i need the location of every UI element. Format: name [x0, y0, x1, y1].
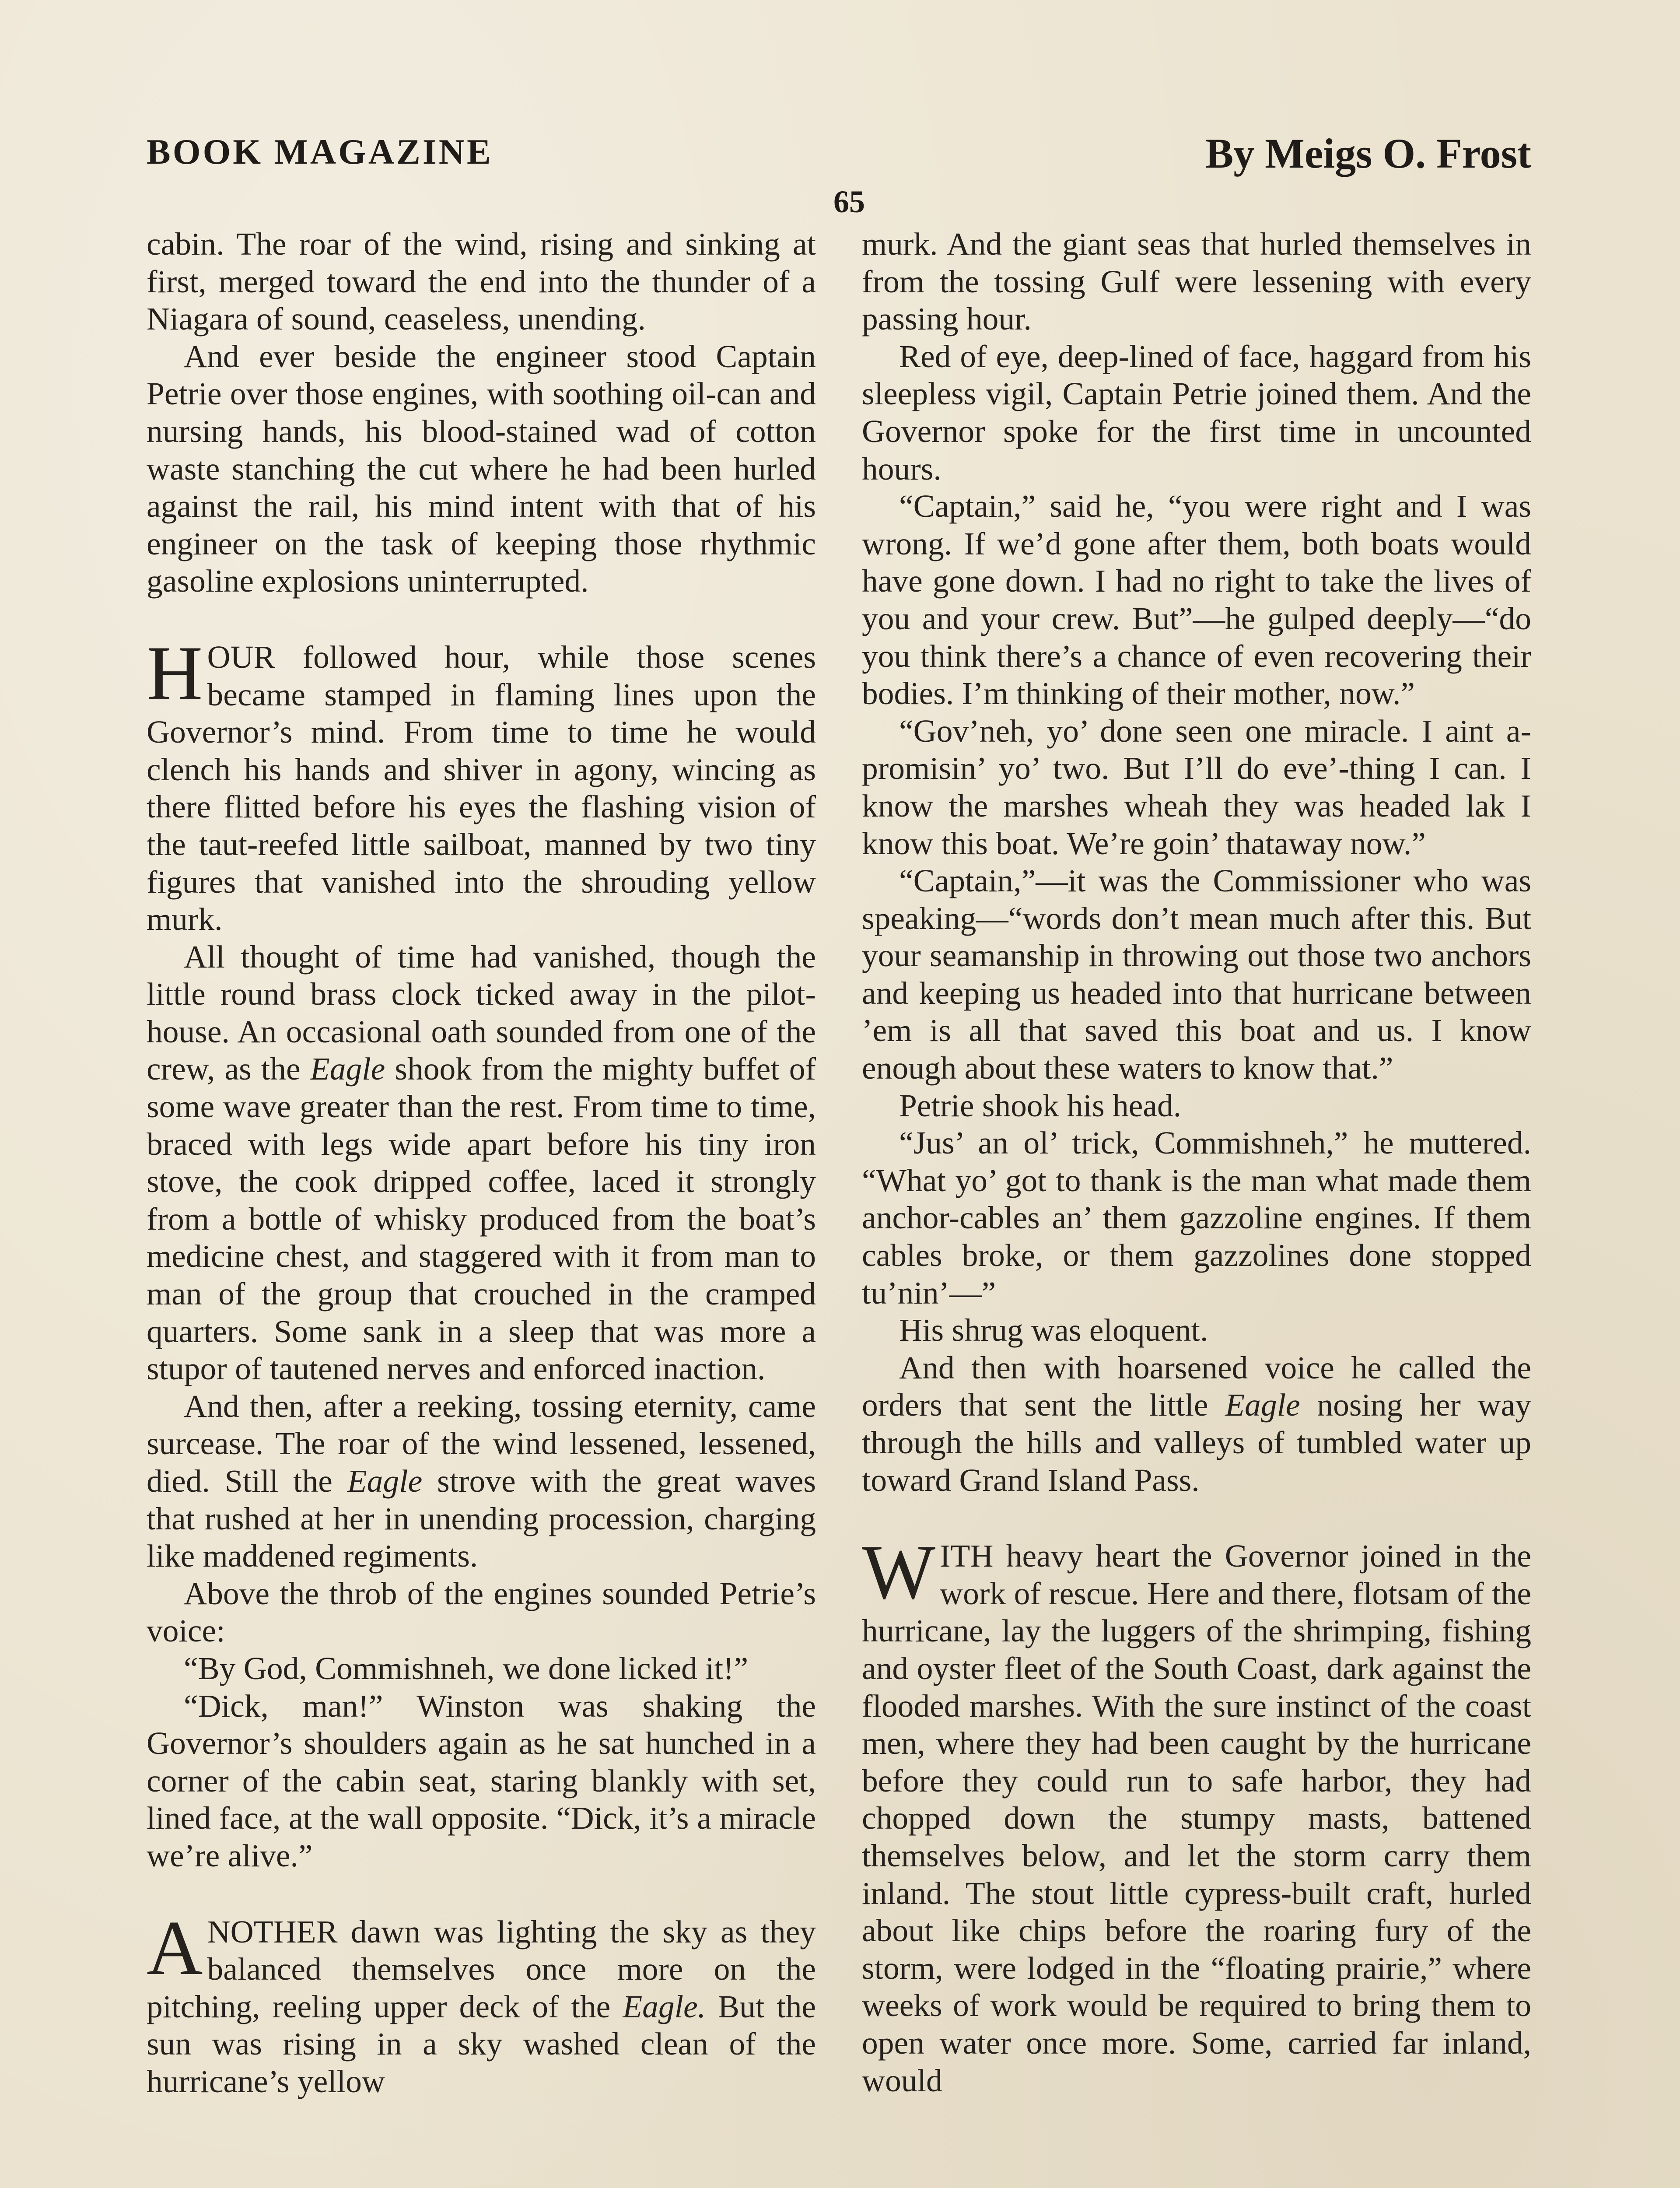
section-paragraph: [862, 1529, 1531, 2099]
drop-cap: H: [147, 629, 203, 716]
paragraph-text: And then with hoarsened voice he called the orders that sent the little: [862, 1350, 1531, 1423]
right-column: [862, 225, 1531, 2099]
paragraph-text: ITH heavy heart the Governor joined in the work of rescue. Here and there, flotsam of the hurricane, lay the luggers of the shrimping, fishing and oyster fleet of the South Coast, dark against the flooded marshes. With the sure instinct of the coast men, where they had been caught by the hurricane before they could run to safe harbor, they had chopped down the stumpy masts, battened themselves below, and let the storm carry them inland. The stout little cypress-built craft, hurled about like chips before the roaring fury of the storm, were lodged in the “floating prairie,” where weeks of work would be required to bring them to open water once more. Some, carried far inland, would: [862, 1538, 1531, 2098]
drop-cap: A: [147, 1904, 203, 1991]
paragraph: “Captain,” said he, “you were right and I was wrong. If we’d gone after them, both boats would have gone down. I had no right to take the lives of you and your crew. But”—he gulped deeply—“do you think there’s a chance of even recovering their bodies. I’m thinking of their mother, now.”: [862, 488, 1531, 712]
paragraph: “Jus’ an ol’ trick, Commishneh,” he muttered. “What yo’ got to thank is the man what made them anchor-cables an’ them gazzoline engines. If them cables broke, or them gazzolines done stopped tu’nin’—”: [862, 1125, 1531, 1311]
paragraph: cabin. The roar of the wind, rising and sinking at first, merged toward the end into the thunder of a Niagara of sound, ceaseless, unending.: [147, 226, 816, 337]
paragraph: Red of eye, deep-lined of face, haggard from his sleepless vigil, Captain Petrie joined them. And the Governor spoke for the first time in uncounted hours.: [862, 338, 1531, 487]
ship-name: Eagle: [310, 1051, 385, 1087]
section-paragraph: [147, 1904, 816, 2100]
paragraph: [147, 938, 816, 1388]
ship-name: Eagle.: [623, 1988, 706, 2024]
paragraph-text: But the sun was rising in a sky washed clean of the hurricane’s yellow: [147, 1988, 816, 2099]
ship-name: Eagle: [1225, 1387, 1300, 1423]
paragraph: “Dick, man!” Winston was shaking the Governor’s shoulders again as he sat hunched in a corner of the cabin seat, staring blankly with set, lined face, at the wall opposite. “Dick, it’s a miracle we’re alive.”: [147, 1688, 816, 1873]
magazine-title: BOOK MAGAZINE: [147, 132, 493, 172]
paragraph: “By God, Commishneh, we done licked it!”: [184, 1650, 749, 1686]
paragraph: murk. And the giant seas that hurled themselves in from the tossing Gulf were lessening with every passing hour.: [862, 226, 1531, 337]
drop-cap: W: [862, 1529, 936, 1616]
paragraph-text: strove with the great waves that rushed at her in unending procession, charging like maddened regiments.: [147, 1463, 816, 1574]
left-column: [147, 225, 816, 2100]
paragraph-text: And then, after a reeking, tossing eternity, came surcease. The roar of the wind lessened, lessened, died. Still the: [147, 1388, 816, 1499]
paragraph: [147, 1388, 816, 1575]
paragraph-text: nosing her way through the hills and valleys of tumbled water up toward Grand Island Pass.: [862, 1387, 1531, 1498]
section-paragraph: [147, 629, 816, 938]
paragraph-text: shook from the mighty buffet of some wave greater than the rest. From time to time, braced with legs wide apart before his tiny iron stove, the cook dripped coffee, laced it strongly from a bottle of whisky produced from the boat’s medicine chest, and staggered with it from man to man of the group that crouched in the cramped quarters. Some sank in a sleep that was more a stupor of tautened nerves and enforced inaction.: [147, 1051, 816, 1387]
author-byline: By Meigs O. Frost: [1205, 130, 1531, 177]
paragraph-text: All thought of time had vanished, though the little round brass clock ticked away in the pilot-house. An occasional oath sounded from one of the crew, as the: [147, 939, 816, 1087]
paragraph-text: NOTHER dawn was lighting the sky as they balanced themselves once more on the pitching, reeling upper deck of the: [147, 1914, 816, 2024]
paragraph: [862, 1349, 1531, 1499]
paragraph: And ever beside the engineer stood Captain Petrie over those engines, with soothing oil-can and nursing hands, his blood-stained wad of cotton waste stanching the cut where he had been hurled against the rail, his mind intent with that of his engineer on the task of keeping those rhythmic gasoline explosions uninterrupted.: [147, 338, 816, 599]
paragraph: “Captain,”—it was the Commissioner who was speaking—“words don’t mean much after this. But your seamanship in throwing out those two anchors and keeping us headed into that hurricane between ’em is all that saved this boat and us. I know enough about these waters to know that.”: [862, 863, 1531, 1086]
paragraph: His shrug was eloquent.: [899, 1312, 1208, 1348]
paragraph: “Gov’neh, yo’ done seen one miracle. I aint a-promisin’ yo’ two. But I’ll do eve’-thing I can. I know the marshes wheah they was headed lak I know this boat. We’re goin’ thataway now.”: [862, 713, 1531, 861]
paragraph: Petrie shook his head.: [899, 1087, 1182, 1123]
ship-name: Eagle: [347, 1463, 423, 1499]
page-number: 65: [833, 184, 865, 219]
paragraph: Above the throb of the engines sounded Petrie’s voice:: [147, 1575, 816, 1649]
paragraph-text: OUR followed hour, while those scenes became stamped in flaming lines upon the Governor’s mind. From time to time he would clench his hands and shiver in agony, wincing as there flitted before his eyes the flashing vision of the taut-reefed little sailboat, manned by two tiny figures that vanished into the shrouding yellow murk.: [147, 639, 816, 937]
